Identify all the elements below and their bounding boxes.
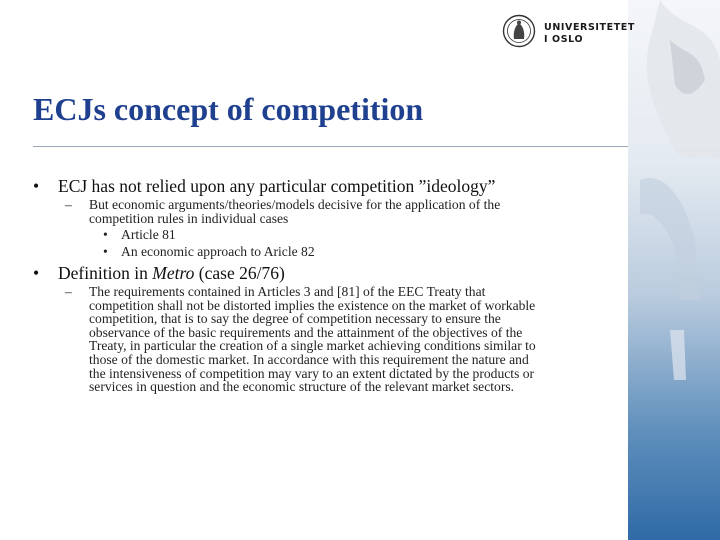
sub-bullet-line: But economic arguments/theories/models decisive for the application of the — [89, 197, 501, 212]
bullet-marker: • — [33, 263, 40, 283]
slide-title: ECJs concept of competition — [33, 91, 424, 127]
logo-text-line-2: I OSLO — [544, 34, 584, 45]
quote-line: those of the domestic market. In accordance with this requirement the nature and — [89, 352, 529, 367]
quote-line: services in question and the economic structure of the relevant market sectors. — [89, 379, 515, 395]
bullet-marker: • — [103, 244, 108, 259]
university-logo — [502, 14, 642, 52]
quote-line: competition, that is to say the degree of competition necessary to ensure the — [89, 311, 501, 327]
dash-marker: – — [65, 197, 72, 212]
bullet-text-tail: (case 26/76) — [194, 263, 285, 283]
quote-line: competition shall not be distorted implies the existence on the market of workable — [89, 297, 536, 313]
sub-sub-bullet-text: Article 81 — [121, 227, 176, 242]
sub-sub-bullet-text: An economic approach to Aricle 82 — [121, 244, 315, 259]
quote-line: Treaty, in particular the creation of a single market achieving conditions similar to — [89, 338, 536, 354]
quote-line: The requirements contained in Articles 3 and [81] of the EEC Treaty that — [89, 284, 486, 299]
quote-line: the intensiveness of competition may vary to an extent dictated by the products or — [89, 365, 535, 381]
bullet-text-lead: Definition in — [58, 263, 153, 283]
university-seal-icon — [502, 14, 536, 48]
logo-text-line-1: UNIVERSITETET — [544, 22, 635, 33]
title-divider — [33, 146, 628, 147]
bullet-marker: • — [33, 176, 40, 196]
bullet-marker: • — [103, 227, 108, 242]
bullet-text — [58, 263, 285, 283]
sub-bullet-line: competition rules in individual cases — [89, 210, 289, 226]
bullet-text: ECJ has not relied upon any particular competition ”ideology” — [58, 176, 496, 196]
case-name: Metro — [152, 263, 195, 283]
statue-image — [640, 0, 720, 540]
dash-marker: – — [65, 284, 72, 299]
quote-line: observance of the basic requirements and the attainment of the objectives of the — [89, 324, 523, 340]
